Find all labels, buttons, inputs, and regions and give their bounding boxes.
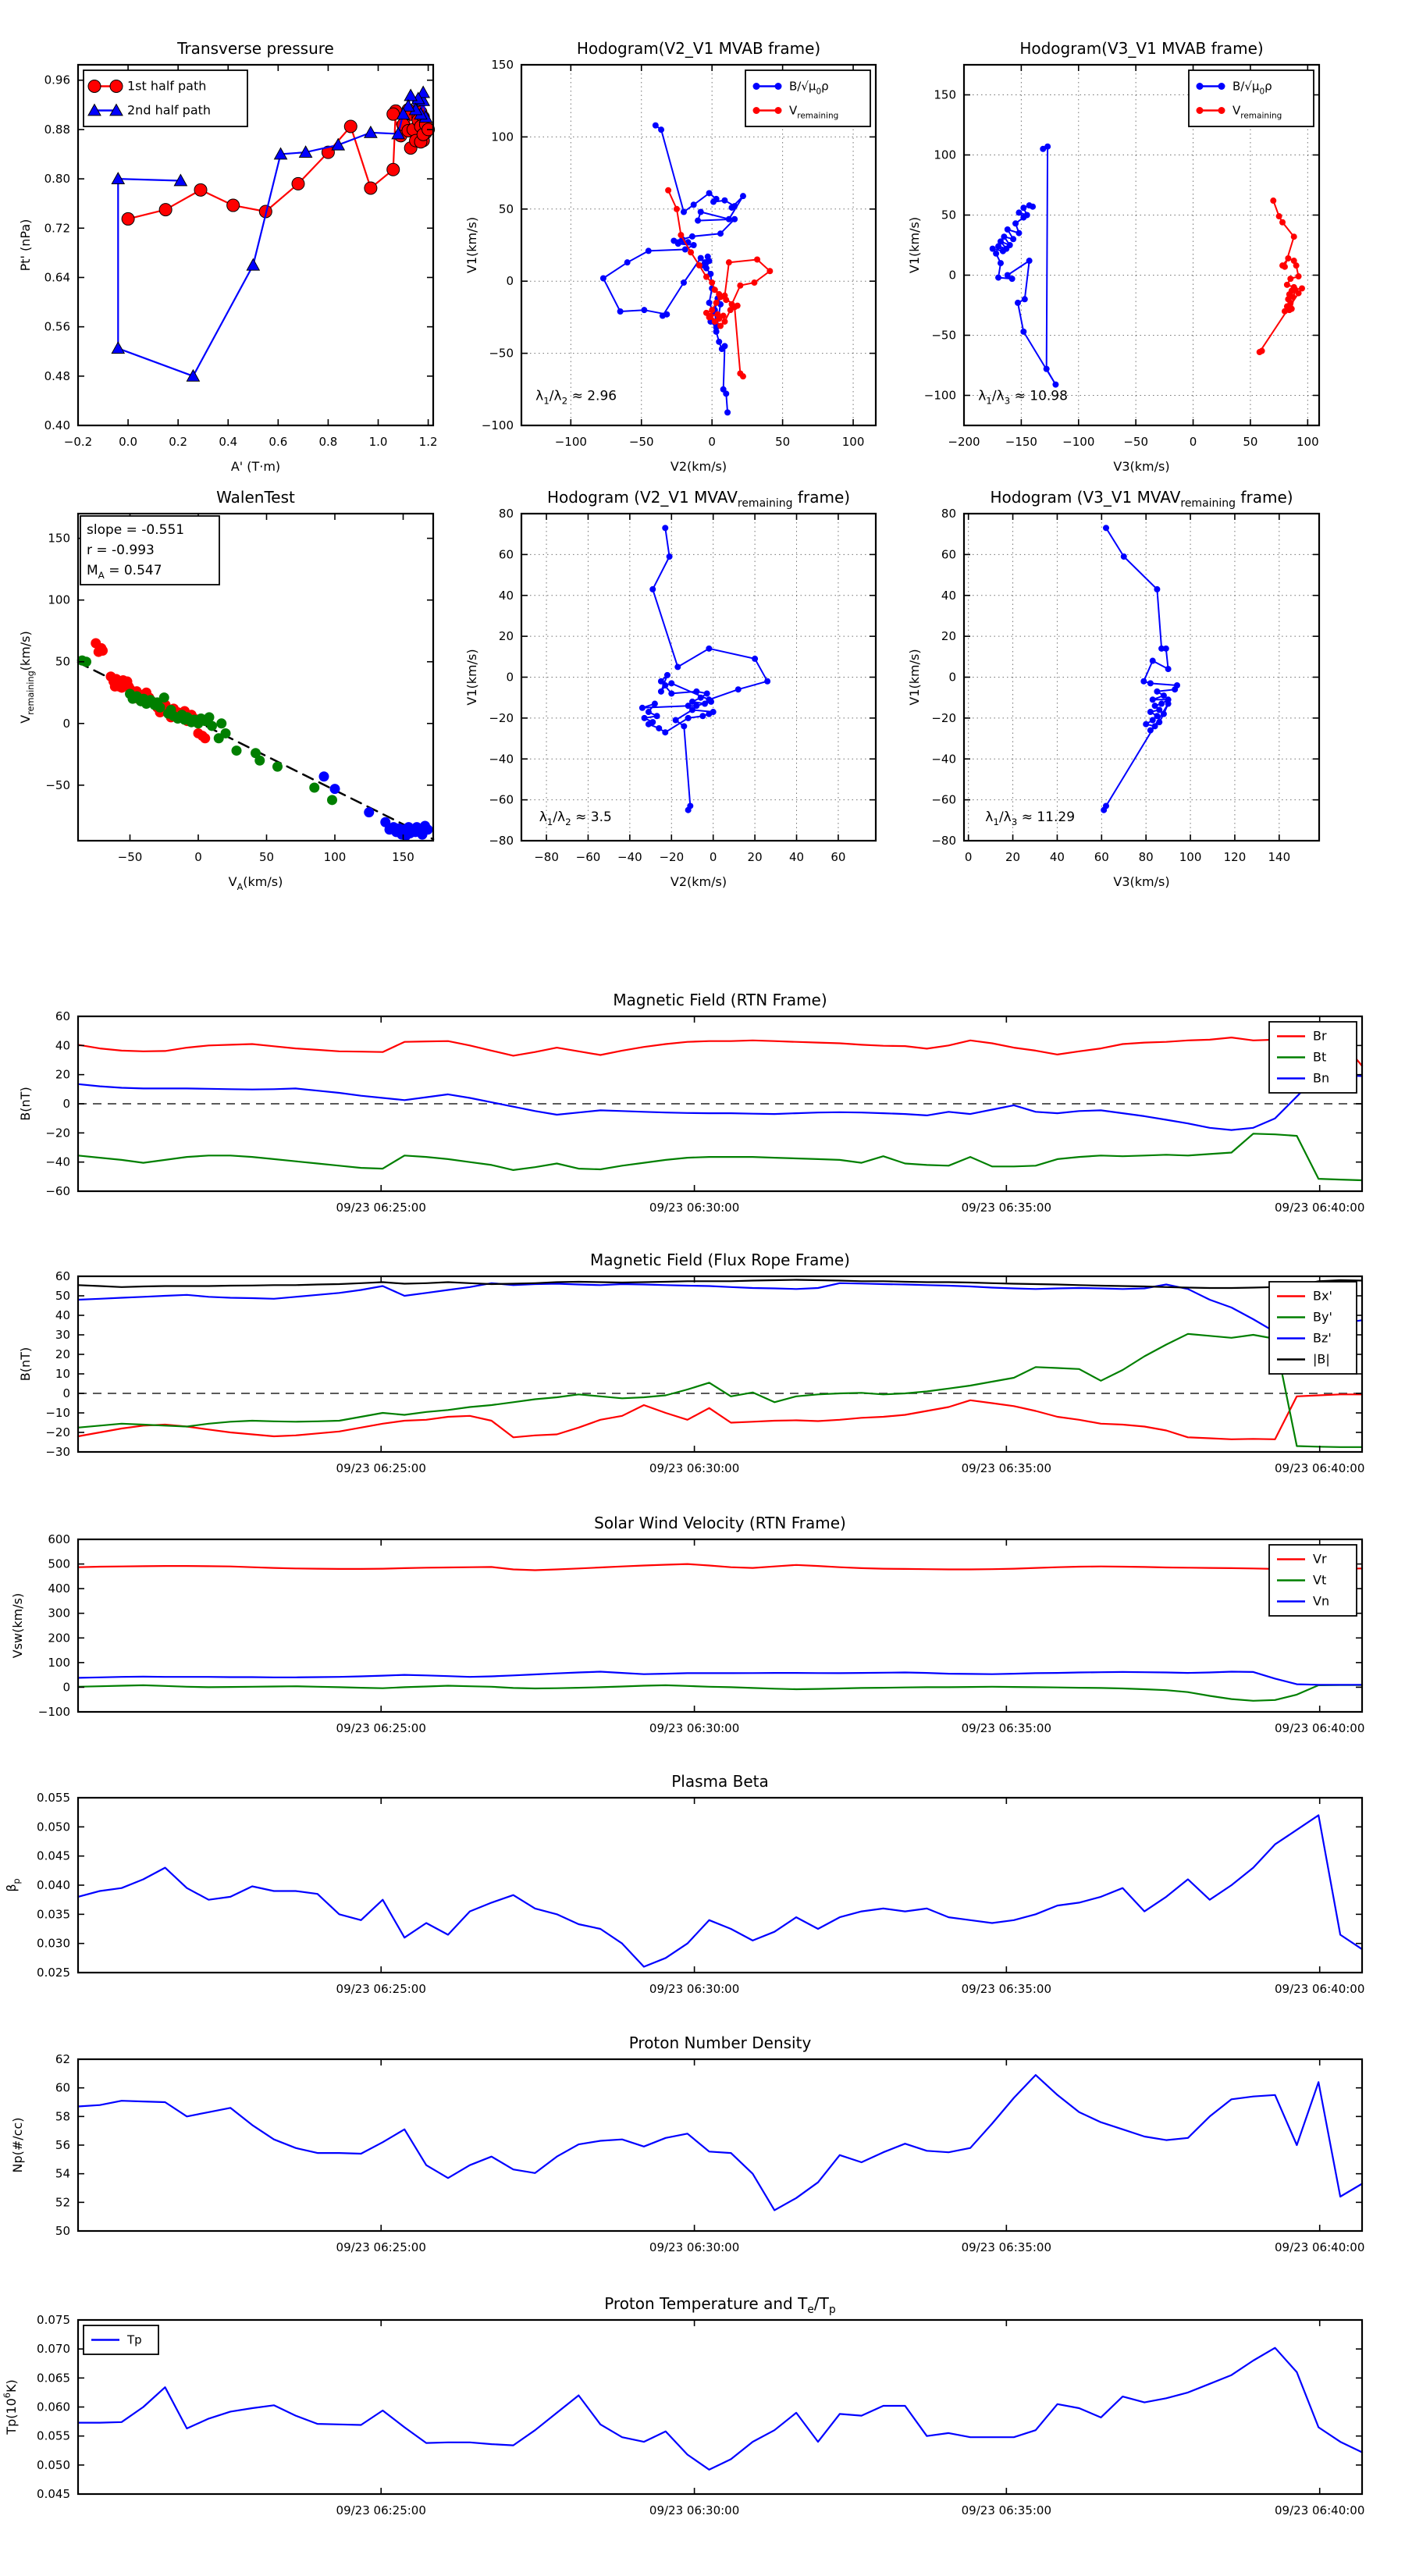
svg-text:−60: −60 [45, 1184, 70, 1198]
svg-text:150: 150 [934, 87, 956, 102]
svg-text:λ1​/λ2​ ≈ 3.5: $\lambda_1/\lambda_2 \approx 3.5$ [539, 809, 612, 827]
svg-text:0: 0 [1189, 435, 1197, 449]
hodogram-v3v1-mvav-plot [886, 479, 1364, 902]
svg-text:10: 10 [55, 1367, 70, 1381]
svg-text:52: 52 [55, 2195, 70, 2210]
svg-text:−40: −40 [931, 752, 956, 767]
svg-text:Hodogram(V2_V1 MVAB frame): Hodogram(V2_V1 MVAB frame) [576, 39, 821, 58]
svg-text:80: 80 [498, 507, 514, 521]
svg-text:0.96: 0.96 [44, 73, 70, 87]
svg-text:09/23 06:25:00: 09/23 06:25:00 [336, 1201, 426, 1215]
svg-text:60: 60 [55, 2080, 70, 2095]
svg-text:80: 80 [941, 507, 956, 521]
svg-text:−80: −80 [931, 834, 956, 848]
svg-text:09/23 06:30:00: 09/23 06:30:00 [649, 1201, 740, 1215]
svg-text:−50: −50 [489, 346, 514, 361]
svg-text:20: 20 [1005, 850, 1021, 864]
svg-text:r = -0.993: r = -0.993 [87, 543, 155, 558]
svg-text:V2(km/s): V2(km/s) [670, 874, 727, 889]
svg-text:Vn: Vn [1313, 1593, 1330, 1609]
svg-text:62: 62 [55, 2052, 70, 2066]
svg-text:20: 20 [55, 1067, 70, 1082]
svg-text:Hodogram (V2_V1 MVAVremaining​: Hodogram (V2_V1 $MVAV_{remaining}$ frame) [546, 488, 851, 510]
svg-text:A' (T·m): A' (T·m) [230, 459, 281, 474]
svg-text:50: 50 [55, 2224, 70, 2238]
plasma-beta-panel [0, 1763, 1405, 2033]
svg-text:Bn: Bn [1313, 1070, 1330, 1086]
svg-text:Bz': Bz' [1313, 1330, 1332, 1346]
svg-text:Vsw(km/s): Vsw(km/s) [10, 1592, 25, 1659]
svg-text:Np(#/cc): Np(#/cc) [10, 2117, 25, 2173]
svg-text:−50: −50 [117, 850, 143, 864]
svg-text:−40: −40 [489, 752, 514, 767]
svg-text:−50: −50 [628, 435, 654, 449]
svg-text:150: 150 [491, 58, 514, 72]
svg-text:λ1​/λ2​ ≈ 2.96: $\lambda_1/\lambda_2 \approx 2.96$ [535, 388, 617, 407]
svg-text:0: 0 [62, 1097, 70, 1111]
svg-text:20: 20 [498, 629, 514, 644]
svg-text:100: 100 [48, 1655, 70, 1670]
svg-text:−80: −80 [489, 834, 514, 848]
hodogram-v2v1-mvav-plot [443, 479, 921, 902]
svg-text:09/23 06:25:00: 09/23 06:25:00 [336, 1982, 426, 1996]
magnetic-field-rtn-panel [0, 981, 1405, 1252]
svg-text:Vremaining​: $V_{remaining}$ [1232, 103, 1282, 121]
svg-text:−100: −100 [37, 1705, 70, 1719]
svg-text:Magnetic Field (Flux Rope Fram: Magnetic Field (Flux Rope Frame) [590, 1251, 850, 1269]
svg-text:B/√μ0​ρ: $B/√\mu_0\rho$ [789, 79, 829, 97]
walen-test-plot [0, 479, 478, 902]
svg-text:09/23 06:30:00: 09/23 06:30:00 [649, 2240, 740, 2254]
svg-text:V1(km/s): V1(km/s) [464, 649, 479, 706]
svg-text:Proton Number Density: Proton Number Density [628, 2033, 812, 2052]
svg-text:−100: −100 [1062, 435, 1095, 449]
svg-text:0.56: 0.56 [44, 319, 70, 334]
svg-text:1st half path: 1st half path [127, 78, 207, 94]
svg-text:0.055: 0.055 [37, 2428, 70, 2443]
svg-text:58: 58 [55, 2109, 70, 2124]
svg-text:Plasma Beta: Plasma Beta [671, 1772, 769, 1791]
svg-text:150: 150 [48, 531, 70, 546]
svg-text:09/23 06:35:00: 09/23 06:35:00 [961, 1461, 1052, 1475]
svg-text:09/23 06:35:00: 09/23 06:35:00 [961, 2240, 1052, 2254]
svg-text:V2(km/s): V2(km/s) [670, 459, 727, 474]
transverse-pressure-plot [0, 30, 478, 486]
svg-text:slope = -0.551: slope = -0.551 [87, 522, 185, 538]
svg-text:150: 150 [392, 850, 414, 864]
svg-text:0.2: 0.2 [169, 435, 188, 449]
svg-text:By': By' [1313, 1309, 1332, 1325]
svg-text:−100: −100 [923, 388, 956, 403]
hodogram-v2v1-mvab-plot [443, 30, 921, 486]
svg-text:60: 60 [498, 547, 514, 562]
svg-text:60: 60 [55, 1269, 70, 1283]
svg-text:09/23 06:30:00: 09/23 06:30:00 [649, 1982, 740, 1996]
svg-text:300: 300 [48, 1606, 70, 1621]
svg-text:0: 0 [62, 1680, 70, 1695]
svg-text:V3(km/s): V3(km/s) [1113, 874, 1170, 889]
svg-text:0: 0 [709, 850, 717, 864]
svg-text:Bt: Bt [1313, 1049, 1327, 1065]
svg-text:60: 60 [831, 850, 846, 864]
svg-text:−20: −20 [659, 850, 685, 864]
svg-text:Tp(106​K): $Tp(10^6K)$ [2, 2379, 19, 2435]
svg-text:09/23 06:40:00: 09/23 06:40:00 [1275, 1982, 1365, 1996]
svg-text:0.72: 0.72 [44, 221, 70, 236]
svg-text:0.060: 0.060 [37, 2400, 70, 2414]
svg-text:−50: −50 [1123, 435, 1148, 449]
svg-text:V3(km/s): V3(km/s) [1113, 459, 1170, 474]
solar-wind-velocity-panel [0, 1504, 1405, 1773]
svg-text:Vremaining​(km/s): $V_{remaining}(km/s)$ [18, 631, 36, 724]
svg-text:100: 100 [1179, 850, 1202, 864]
svg-text:09/23 06:25:00: 09/23 06:25:00 [336, 2503, 426, 2517]
svg-text:09/23 06:40:00: 09/23 06:40:00 [1275, 1721, 1365, 1735]
svg-text:0.6: 0.6 [269, 435, 288, 449]
svg-text:0.050: 0.050 [37, 2457, 70, 2472]
svg-text:09/23 06:35:00: 09/23 06:35:00 [961, 1721, 1052, 1735]
svg-text:09/23 06:30:00: 09/23 06:30:00 [649, 1721, 740, 1735]
svg-text:Magnetic Field (RTN Frame): Magnetic Field (RTN Frame) [613, 991, 827, 1009]
svg-text:50: 50 [941, 208, 956, 222]
svg-text:09/23 06:35:00: 09/23 06:35:00 [961, 1201, 1052, 1215]
svg-text:100: 100 [841, 435, 865, 449]
svg-text:0.045: 0.045 [37, 1848, 70, 1863]
svg-text:B(nT): B(nT) [18, 1087, 33, 1121]
svg-text:09/23 06:25:00: 09/23 06:25:00 [336, 2240, 426, 2254]
svg-text:100: 100 [48, 592, 70, 607]
svg-text:400: 400 [48, 1582, 70, 1596]
proton-temperature-panel [0, 2285, 1405, 2555]
svg-text:0.4: 0.4 [219, 435, 238, 449]
svg-text:−0.2: −0.2 [63, 435, 93, 449]
svg-text:Vr: Vr [1313, 1551, 1327, 1567]
svg-text:20: 20 [55, 1347, 70, 1361]
svg-text:0.065: 0.065 [37, 2371, 70, 2386]
svg-text:0: 0 [948, 268, 956, 283]
svg-text:−10: −10 [45, 1406, 70, 1420]
svg-text:09/23 06:35:00: 09/23 06:35:00 [961, 1982, 1052, 1996]
svg-text:0.88: 0.88 [44, 122, 70, 137]
svg-text:Hodogram(V3_V1 MVAB frame): Hodogram(V3_V1 MVAB frame) [1019, 39, 1264, 58]
svg-text:09/23 06:35:00: 09/23 06:35:00 [961, 2503, 1052, 2517]
svg-text:−100: −100 [481, 418, 514, 432]
svg-text:−60: −60 [575, 850, 601, 864]
svg-text:−20: −20 [45, 1425, 70, 1439]
svg-text:Vremaining​: $V_{remaining}$ [789, 103, 839, 121]
svg-text:0.045: 0.045 [37, 2487, 70, 2501]
svg-text:0.070: 0.070 [37, 2342, 70, 2357]
svg-text:50: 50 [1243, 435, 1258, 449]
svg-text:60: 60 [1094, 850, 1109, 864]
svg-text:40: 40 [788, 850, 805, 864]
svg-text:80: 80 [1138, 850, 1154, 864]
svg-text:09/23 06:25:00: 09/23 06:25:00 [336, 1461, 426, 1475]
svg-text:0.055: 0.055 [37, 1791, 70, 1805]
svg-text:−150: −150 [1005, 435, 1037, 449]
svg-text:09/23 06:40:00: 09/23 06:40:00 [1275, 2503, 1365, 2517]
svg-text:Solar Wind Velocity (RTN Frame: Solar Wind Velocity (RTN Frame) [594, 1514, 846, 1532]
svg-text:−40: −40 [617, 850, 642, 864]
svg-text:0: 0 [506, 274, 514, 289]
svg-text:−20: −20 [45, 1126, 70, 1140]
svg-text:40: 40 [941, 588, 956, 603]
svg-text:600: 600 [48, 1532, 70, 1546]
svg-text:0: 0 [948, 670, 956, 685]
svg-text:0.80: 0.80 [44, 172, 70, 187]
svg-text:V1(km/s): V1(km/s) [907, 216, 922, 274]
svg-text:20: 20 [941, 629, 956, 644]
svg-text:−60: −60 [489, 792, 514, 807]
svg-text:100: 100 [491, 130, 514, 144]
svg-text:−80: −80 [534, 850, 559, 864]
svg-text:−50: −50 [45, 777, 70, 792]
svg-text:0: 0 [62, 1386, 70, 1400]
svg-text:−40: −40 [45, 1155, 70, 1169]
svg-text:Pt' (nPa): Pt' (nPa) [18, 219, 33, 272]
svg-text:0.025: 0.025 [37, 1966, 70, 1980]
svg-text:−20: −20 [489, 710, 514, 725]
svg-text:0.030: 0.030 [37, 1936, 70, 1951]
svg-text:09/23 06:30:00: 09/23 06:30:00 [649, 1461, 740, 1475]
svg-text:30: 30 [55, 1328, 70, 1342]
svg-text:−60: −60 [931, 792, 956, 807]
svg-text:09/23 06:40:00: 09/23 06:40:00 [1275, 2240, 1365, 2254]
svg-text:−200: −200 [948, 435, 980, 449]
svg-text:B/√μ0​ρ: $B/√\mu_0\rho$ [1232, 79, 1272, 97]
svg-text:V1(km/s): V1(km/s) [464, 216, 479, 274]
svg-text:1.2: 1.2 [418, 435, 438, 449]
svg-text:0: 0 [506, 670, 514, 685]
svg-text:0: 0 [62, 716, 70, 731]
svg-text:100: 100 [323, 850, 347, 864]
svg-text:0.040: 0.040 [37, 1878, 70, 1892]
svg-text:09/23 06:25:00: 09/23 06:25:00 [336, 1721, 426, 1735]
svg-text:Hodogram (V3_V1 MVAVremaining​: Hodogram (V3_V1 $MVAV_{remaining}$ frame) [990, 488, 1293, 510]
svg-text:0: 0 [708, 435, 716, 449]
svg-text:0.8: 0.8 [318, 435, 338, 449]
svg-text:40: 40 [1049, 850, 1065, 864]
svg-text:−50: −50 [931, 328, 956, 343]
svg-text:0.64: 0.64 [44, 270, 70, 285]
svg-text:Br: Br [1313, 1028, 1327, 1044]
svg-text:Proton Temperature and Te​/Tp​: Proton Temperature and $T_e/T_p$ [604, 2294, 836, 2316]
proton-number-density-panel [0, 2024, 1405, 2292]
svg-text:−20: −20 [931, 710, 956, 725]
svg-text:βp​: $\beta_p$ [4, 1878, 22, 1892]
svg-text:λ1​/λ3​ ≈ 11.29: $\lambda_1/\lambda_3 \approx 11.29$ [985, 809, 1076, 827]
svg-text:Tp: Tp [127, 2332, 142, 2347]
hodogram-v3v1-mvab-plot [886, 30, 1364, 486]
svg-text:100: 100 [1297, 435, 1319, 449]
svg-text:40: 40 [55, 1308, 70, 1322]
svg-text:09/23 06:40:00: 09/23 06:40:00 [1275, 1461, 1365, 1475]
svg-text:|B|: |B| [1313, 1351, 1330, 1367]
svg-text:54: 54 [55, 2166, 70, 2181]
svg-text:MA​ = 0.547: $M_A = 0.547$ [87, 563, 162, 581]
svg-text:40: 40 [55, 1038, 70, 1053]
svg-text:0.075: 0.075 [37, 2313, 70, 2327]
svg-text:−30: −30 [45, 1445, 70, 1459]
svg-text:60: 60 [55, 1009, 70, 1023]
svg-text:WalenTest: WalenTest [216, 488, 295, 507]
svg-text:56: 56 [55, 2138, 70, 2152]
svg-text:09/23 06:40:00: 09/23 06:40:00 [1275, 1201, 1365, 1215]
svg-text:Vt: Vt [1313, 1572, 1327, 1588]
svg-text:VA​(km/s): $V_A(km/s)$ [228, 874, 283, 892]
svg-text:1.0: 1.0 [368, 435, 388, 449]
svg-text:B(nT): B(nT) [18, 1347, 33, 1382]
svg-text:0.48: 0.48 [44, 368, 70, 383]
svg-text:500: 500 [48, 1557, 70, 1571]
svg-text:0: 0 [194, 850, 202, 864]
svg-text:50: 50 [498, 201, 514, 216]
svg-text:0.035: 0.035 [37, 1907, 70, 1922]
svg-text:Transverse pressure: Transverse pressure [177, 39, 334, 58]
svg-text:λ1​/λ3​ ≈ 10.98: $\lambda_1/\lambda_3 \approx 10.98$ [978, 388, 1068, 407]
svg-text:V1(km/s): V1(km/s) [907, 649, 922, 706]
svg-text:50: 50 [775, 435, 791, 449]
svg-text:0.0: 0.0 [119, 435, 138, 449]
svg-text:09/23 06:30:00: 09/23 06:30:00 [649, 2503, 740, 2517]
svg-text:120: 120 [1223, 850, 1247, 864]
svg-text:20: 20 [747, 850, 763, 864]
svg-text:0.050: 0.050 [37, 1820, 70, 1834]
svg-text:140: 140 [1268, 850, 1291, 864]
svg-text:60: 60 [941, 547, 956, 562]
svg-text:100: 100 [934, 148, 956, 162]
svg-text:2nd half path: 2nd half path [127, 102, 212, 118]
svg-text:0.40: 0.40 [44, 418, 70, 432]
svg-text:50: 50 [258, 850, 275, 864]
svg-text:−100: −100 [554, 435, 587, 449]
svg-text:50: 50 [55, 654, 70, 669]
svg-text:200: 200 [48, 1631, 70, 1646]
magnetic-field-flux-rope-panel [0, 1241, 1405, 1513]
svg-text:Bx': Bx' [1313, 1288, 1332, 1304]
svg-text:0: 0 [964, 850, 973, 864]
svg-text:40: 40 [498, 588, 514, 603]
svg-text:50: 50 [55, 1289, 70, 1303]
